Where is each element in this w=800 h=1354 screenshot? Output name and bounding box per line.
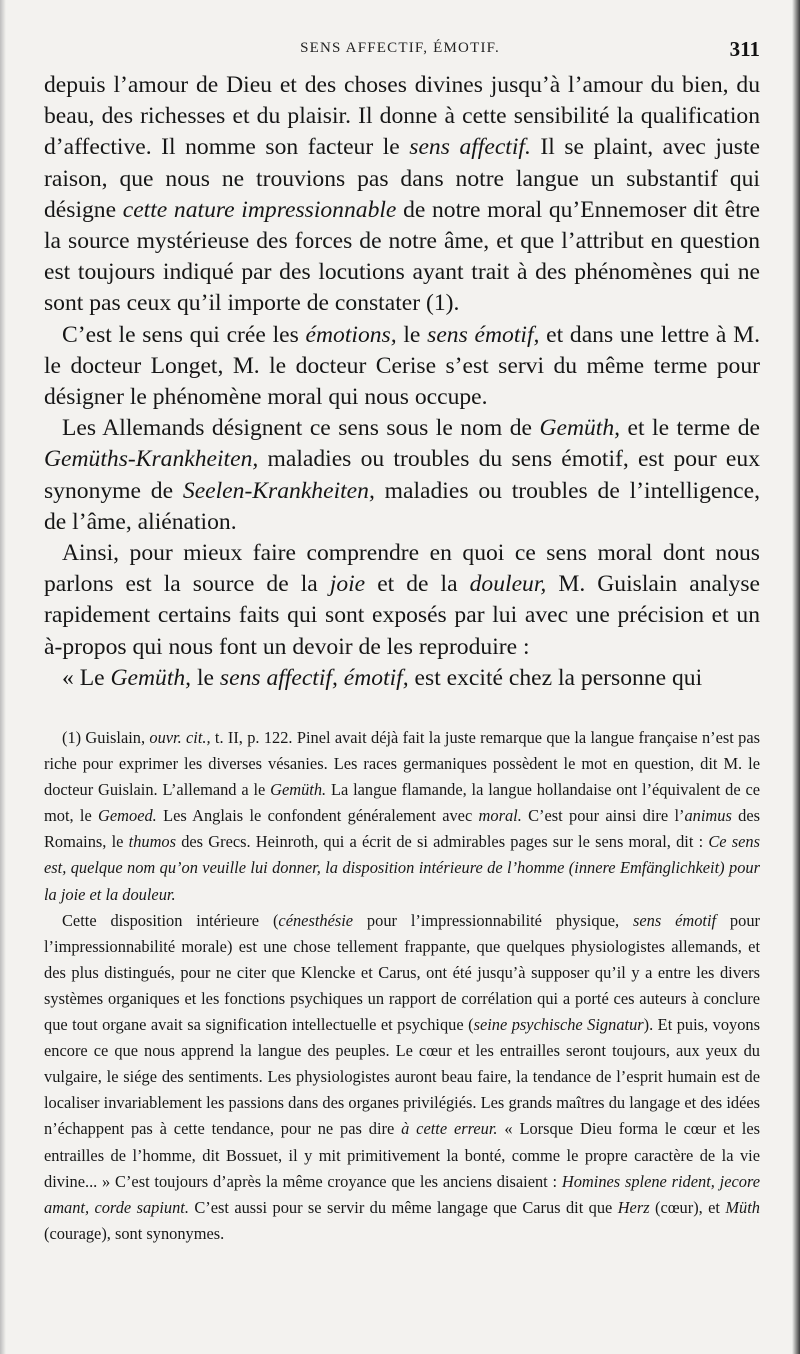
italic-run: Herz — [617, 1197, 650, 1217]
text-run: maladies ou troubles de l’intelligence, de l’âme, aliénation. — [44, 477, 760, 535]
italic-run: animus — [684, 806, 732, 826]
italic-run: Gemüths-Krankheiten, — [44, 446, 259, 473]
italic-run: cénesthésie — [278, 910, 354, 930]
text-run: des Grecs. Heinroth, qui a écrit de si admirables pages sur le sens moral, dit : — [176, 832, 709, 852]
text-run: (cœur), et — [649, 1197, 726, 1217]
italic-run: seine psychische Signatur — [473, 1015, 644, 1035]
text-run: Il se plaint, avec juste raison, que nous ne trouvions pas dans notre langue un substantif qui désigne — [44, 134, 760, 223]
text-run: maladies ou troubles du sens émotif, est pour eux synonyme de — [44, 446, 760, 504]
text-run: C’est le sens qui crée les — [62, 321, 306, 348]
italic-run: douleur, — [469, 571, 547, 598]
text-run: de notre moral qu’Ennemoser dit être la source mystérieuse des forces de notre âme, et que l’attribut en question est toujours indiqué par des locutions ayant trait à des phénomènes qui ne sont pas ceux qu’il importe de constater (1). — [44, 196, 760, 317]
text-run: pour l’impressionnabilité morale) est une chose tellement frappante, que quelques physiologistes allemands, et des plus distingués, pour ne citer que Klencke et Carus, ont été jusqu’à supposer qu’il y a entre les divers systèmes organiques et les fonctions psychiques un rapport de corrélation qui a porté ces auteurs à conclure que tout organe avait sa signification intellectuelle et psychique ( — [44, 910, 760, 1035]
italic-run: Gemüth, — [110, 664, 192, 691]
paragraph — [44, 413, 760, 538]
text-run: Ainsi, pour mieux faire comprendre en quoi ce sens moral dont nous parlons est la source de la — [44, 540, 760, 598]
italic-run: sens affectif. — [409, 134, 531, 161]
paragraph — [44, 70, 760, 320]
text-run: « Lorsque Dieu forma le cœur et les entrailles de l’homme, dit Bossuet, il y mit primitivement la bonté, comme le propre caractère de la vie divine... » C’est toujours d’après la même croyance que les anciens disaient : — [44, 1119, 760, 1191]
text-run: (courage), sont synonymes. — [44, 1223, 225, 1243]
footnote — [44, 908, 760, 1247]
text-run: et de la — [365, 571, 470, 598]
text-run: « Le — [62, 664, 111, 691]
italic-run: sens émotif — [632, 910, 717, 930]
text-run: et le terme de — [620, 415, 760, 442]
italic-run: Gemüth, — [539, 415, 621, 442]
text-run: C’est pour ainsi dire l’ — [521, 806, 685, 826]
italic-run: moral. — [478, 806, 522, 826]
footnote — [44, 725, 760, 908]
text-run: des Romains, le — [44, 806, 760, 852]
text-run: t. II, p. 122. Pinel avait déjà fait la juste remarque que la langue française n’est pas riche pour exprimer les diverses vésanies. Les races germaniques possèdent le mot en question, dit M. le docteur Guislain. L’allemand a le — [44, 728, 760, 800]
text-run: La langue flamande, la langue hollandaise ont l’équivalent de ce mot, le — [44, 780, 761, 826]
text-run: et dans une lettre à M. le docteur Longet, M. le docteur Cerise s’est servi du même terme pour désigner le phénomène moral qui nous occupe. — [44, 321, 761, 411]
italic-run: émotions, — [305, 321, 397, 348]
paragraph — [44, 320, 760, 414]
text-run: ). Et puis, voyons encore ce que nous apprend la langue des peuples. Le cœur et les entrailles seront toujours, aux yeux du vulgaire, le siége des sentiments. Les physiologistes auront beau faire, la tendance de l’esprit humain est de localiser invariablement les passions dans des organes privilégiés. Les grands maîtres du langage et des idées n’échappent pas à cette tendance, pour ne pas dire — [44, 1015, 760, 1139]
paragraph — [44, 663, 760, 694]
italic-run: Homines splene rident, jecore amant, corde sapiunt. — [44, 1171, 761, 1217]
text-run: depuis l’amour de Dieu et des choses divines jusqu’à l’amour du bien, du beau, des richesses et du plaisir. Il donne à cette sensibilité la qualification d’affective. Il nomme son facteur le — [44, 72, 760, 161]
italic-run: Gemoed. — [98, 806, 157, 826]
text-run: Les Anglais le confondent généralement avec — [156, 806, 479, 826]
text-run: est excité chez la personne qui — [408, 664, 703, 691]
text-run: Les Allemands désignent ce sens sous le nom de — [62, 415, 540, 442]
italic-run: sens affectif, émotif, — [219, 664, 409, 691]
italic-run: sens émotif, — [427, 321, 540, 348]
running-head — [40, 37, 760, 62]
italic-run: thumos — [128, 832, 176, 852]
text-run: Cette disposition intérieure ( — [62, 910, 279, 930]
text-run: C’est aussi pour se servir du même langage que Carus dit que — [188, 1197, 618, 1217]
text-run: (1) Guislain, — [62, 728, 150, 747]
text-run: M. Guislain analyse rapidement certains faits qui sont exposés par lui avec une précision et un à-propos qui nous font un devoir de les reproduire : — [44, 571, 760, 660]
text-run: le — [191, 664, 220, 691]
italic-run: cette nature impressionnable — [122, 196, 397, 223]
paragraph — [44, 538, 760, 663]
text-run: pour l’impressionnabilité physique, — [353, 910, 633, 930]
body-text — [44, 70, 760, 694]
footnotes — [44, 725, 760, 1247]
italic-run: Seelen-Krankheiten, — [182, 477, 375, 504]
italic-run: à cette erreur. — [401, 1119, 498, 1139]
italic-run: Gemüth. — [270, 780, 327, 800]
italic-run: joie — [329, 571, 366, 598]
running-title: SENS AFFECTIF, ÉMOTIF. — [300, 40, 500, 56]
page-number: 311 — [729, 37, 760, 61]
text-run: le — [396, 321, 428, 348]
italic-run: Ce sens est, quelque nom qu’on veuille lui donner, la disposition intérieure de l’homme (innere Emfänglichkeit) pour la joie et la douleur. — [44, 832, 761, 904]
italic-run: Müth — [725, 1197, 760, 1217]
italic-run: ouvr. cit., — [149, 728, 211, 747]
